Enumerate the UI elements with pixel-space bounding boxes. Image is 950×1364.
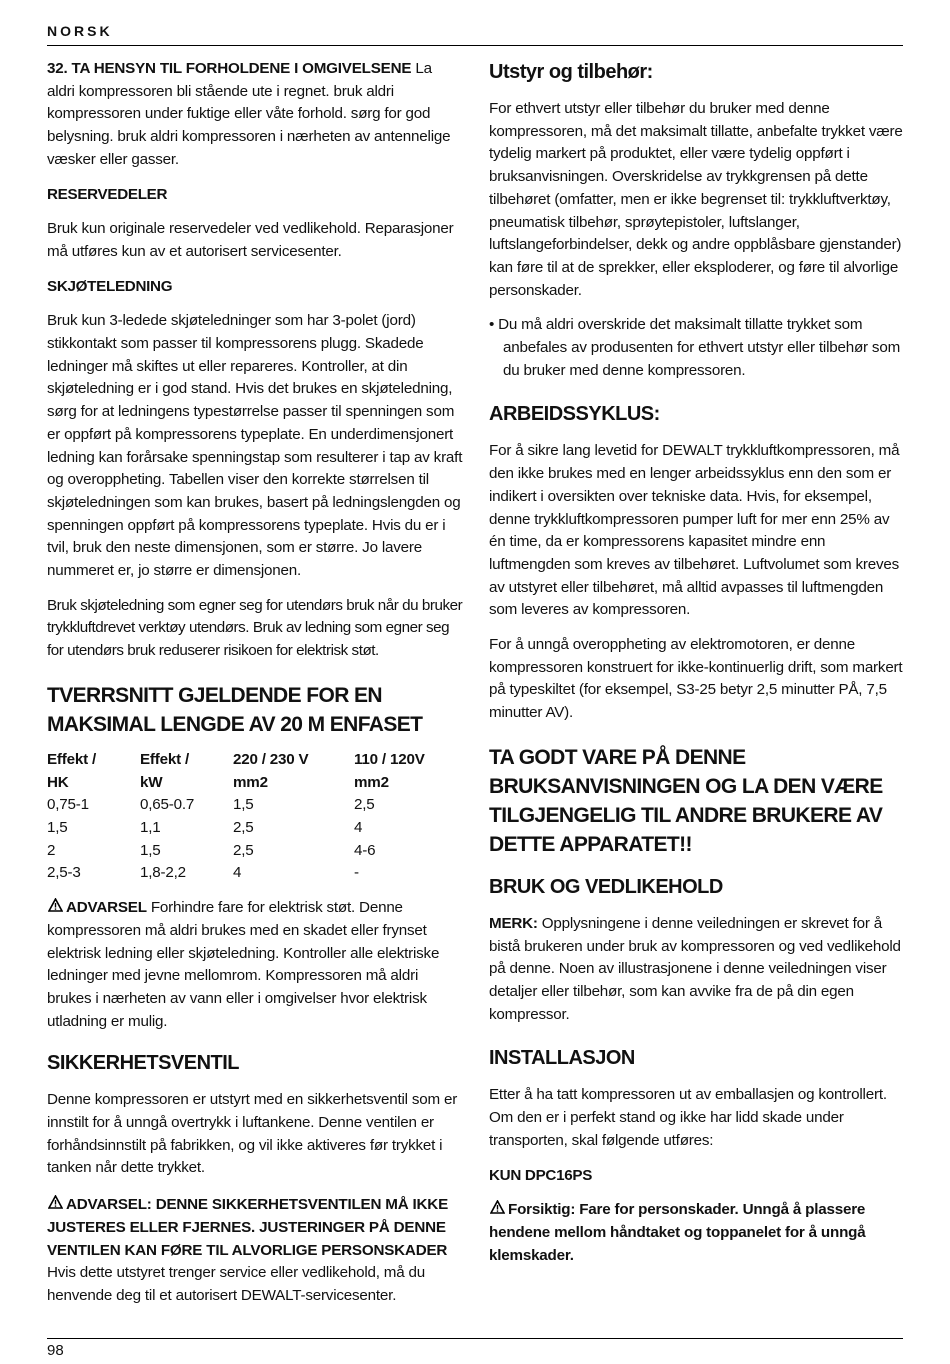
table-cell: 2,5 bbox=[354, 796, 375, 814]
table-cell: - bbox=[354, 864, 359, 882]
utstyr-bullet-text: Du må aldri overskride det maksimalt tillatte trykket som anbefales av produsenten for ethvert utstyr eller tilbehør som du bruker med denne kompressoren. bbox=[498, 316, 901, 379]
table-header-row bbox=[47, 749, 454, 794]
table-header-cell: 110 / 120V mm2 bbox=[354, 750, 425, 791]
arbeidssyklus-heading: ARBEIDSSYKLUS: bbox=[489, 403, 660, 426]
bullet-icon: • bbox=[489, 316, 499, 334]
table-cell: 1,8-2,2 bbox=[140, 864, 186, 882]
table-header-cell: Effekt / kW bbox=[140, 750, 190, 791]
arbeidssyklus-text-1: For å sikre lang levetid for DEWALT trykkluftkompressoren, må den ikke brukes med en lenger arbeidssyklus enn den som er indikert i oversikten over tekniske data. Hvis, for eksempel, denne trykkluftkompressoren pumper luft for mer enn 25% av én time, da er kompressorens kapasitet mindre enn luftmengden som kreves av tilbehøret. Luftvolumet som kreves av utstyret eller tilbehøret, må alltid avpasses til luftmengden som leveres av kompressoren. bbox=[489, 442, 900, 619]
table-row bbox=[47, 862, 454, 885]
table-cell: 1,5 bbox=[47, 818, 68, 836]
sikkerhetsventil-heading: SIKKERHETSVENTIL bbox=[47, 1052, 240, 1075]
advarsel-label: ADVARSEL bbox=[66, 899, 147, 917]
item-32-text: La aldri kompressoren bli stående ute i regnet. bruk aldri kompressoren under fuktige eller våte forhold. sørg for god belysning. bruk aldri kompressoren i nærheten av antennelige væsker eller gasser. bbox=[47, 60, 451, 168]
page-number: 98 bbox=[47, 1342, 64, 1359]
skjoteledning-text-2: Bruk skjøteledning som egner seg for utendørs bruk når du bruker trykkluftdrevet verktøy utendørs. Bruk av ledning som egner seg for utendørs bruk reduserer risikoen for elektrisk støt. bbox=[47, 596, 463, 660]
utstyr-bullet bbox=[489, 314, 907, 382]
item-32 bbox=[47, 58, 463, 172]
advarsel-valve bbox=[47, 1194, 463, 1308]
table-row bbox=[47, 840, 454, 863]
kun-dpc16ps-heading: KUN DPC16PS bbox=[489, 1166, 593, 1184]
utstyr-text: For ethvert utstyr eller tilbehør du bruker med denne kompressoren, må det maksimalt tillatte, anbefalte trykket være tydelig markert på produktet, eller være tydelig oppført i bruksanvisningen. Overskridelse av trykkgrensen på dette tilbehøret (omfatter, men er ikke begrenset til: trykkluftverktøy, pneumatisk tilbehør, sprøytepistoler, luftslanger, luftslangeforbindelser, dekk og andre oppblåsbare gjenstander) kan føre til at de sprekker, eller eksploderer, og føre til alvorlige personskader. bbox=[489, 100, 903, 299]
table-row bbox=[47, 817, 454, 840]
tverrsnitt-heading: TVERRSNITT GJELDENDE FOR EN MAKSIMAL LENGDE AV 20 M ENFASET bbox=[47, 683, 423, 736]
skjoteledning-heading: SKJØTELEDNING bbox=[47, 277, 173, 295]
merk-text: Opplysningene i denne veiledningen er skrevet for å bistå brukeren under bruk av kompressoren og ved vedlikehold på denne. Noen av illustrasjonene i denne veiledningen viser detaljer eller tilbehør, som kan avvike fra de på din egen kompressor. bbox=[489, 914, 901, 1023]
table-cell: 1,5 bbox=[140, 841, 161, 859]
skjoteledning-text-1: Bruk kun 3-ledede skjøteledninger som har 3-polet (jord) stikkontakt som passer til kompressorens plugg. Skadede ledninger må skiftes ut eller repareres. Kontroller, at din skjøteledning er i god stand. Hvis det brukes en skjøteledning, sørg for at ledningens typestørrelse passer til spenningen som er oppført på kompressorens typeplate. En underdimensjonert ledning kan forårsake spenningstap som resulterer i tap av kraft og overoppheting. Tabellen viser den korrekte størrelsen til skjøteledningen som kan brukes, basert på ledningslengden og spenningen oppført på kompressorens typeplate. Hvis du er i tvil, bruk den neste dimensjonen, som er større. Jo lavere nummeret er, jo større er dimensjonen. bbox=[47, 312, 463, 580]
warning-triangle-icon bbox=[489, 1199, 505, 1222]
advarsel-valve-label: ADVARSEL: DENNE SIKKERHETSVENTILEN MÅ IKKE JUSTERES ELLER FJERNES. JUSTERINGER PÅ DENNE VENTILEN KAN FØRE TIL ALVORLIGE PERSONSKADER bbox=[47, 1196, 449, 1259]
table-cell: 2,5-3 bbox=[47, 864, 81, 882]
cable-table bbox=[47, 749, 454, 885]
sikkerhetsventil-text: Denne kompressoren er utstyrt med en sikkerhetsventil som er innstilt for å unngå overtrykk i luftankene. Denne ventilen er forhåndsinnstilt på fabrikken, og vil ikke aktiveres før trykket i tanken når dette trykket. bbox=[47, 1091, 458, 1177]
bruk-text bbox=[489, 913, 907, 1027]
advarsel-text: Forhindre fare for elektrisk støt. Denne kompressoren må aldri brukes med en skadet eller frynset elektrisk ledning eller skjøteledning. Kontroller alle elektriske ledninger med jevne mellomrom. Kompressoren må aldri brukes i nærheten av vann eller i omgivelser hvor elektrisk utladning er mulig. bbox=[47, 899, 440, 1030]
item-32-lead: 32. TA HENSYN TIL FORHOLDENE I OMGIVELSENE bbox=[47, 60, 412, 77]
bottom-divider bbox=[47, 1338, 903, 1339]
table-cell: 1,1 bbox=[140, 818, 161, 836]
table-row bbox=[47, 794, 454, 817]
reservedeler-heading: RESERVEDELER bbox=[47, 185, 168, 203]
warning-triangle-icon bbox=[47, 1194, 63, 1217]
table-cell: 0,65-0.7 bbox=[140, 796, 195, 814]
table-cell: 2,5 bbox=[233, 818, 254, 836]
table-cell: 2 bbox=[47, 841, 56, 859]
installasjon-heading: INSTALLASJON bbox=[489, 1047, 635, 1070]
reservedeler-text: Bruk kun originale reservedeler ved vedlikehold. Reparasjoner må utføres kun av et autorisert servicesenter. bbox=[47, 220, 454, 260]
forsiktig-text: Forsiktig: Fare for personskader. Unngå å plassere hendene mellom håndtaket og toppanelet for å unngå klemskader. bbox=[489, 1201, 866, 1264]
top-divider bbox=[47, 45, 903, 46]
ta-godt-vare-heading: TA GODT VARE PÅ DENNE BRUKSANVISNINGEN OG LA DEN VÆRE TILGJENGELIG TIL ANDRE BRUKERE AV DETTE APPARATET!! bbox=[489, 745, 883, 856]
utstyr-heading: Utstyr og tilbehør: bbox=[489, 61, 653, 83]
table-cell: 0,75-1 bbox=[47, 796, 89, 814]
table-cell: 2,5 bbox=[233, 841, 254, 859]
warning-triangle-icon bbox=[47, 897, 63, 920]
forsiktig-caution bbox=[489, 1199, 907, 1267]
bruk-heading: BRUK OG VEDLIKEHOLD bbox=[489, 875, 723, 898]
table-cell: 4 bbox=[354, 818, 363, 836]
table-header-cell: Effekt / HK bbox=[47, 750, 97, 791]
table-header-cell: 220 / 230 V mm2 bbox=[233, 750, 309, 791]
advarsel-valve-text: Hvis dette utstyret trenger service eller vedlikehold, må du henvende deg til et autorisert DEWALT-servicesenter. bbox=[47, 1264, 425, 1304]
merk-label: MERK: bbox=[489, 914, 538, 932]
right-column bbox=[489, 58, 907, 1279]
arbeidssyklus-text-2: For å unngå overoppheting av elektromotoren, er denne kompressoren konstruert for ikke-kontinuerlig drift, som markert på typeskiltet (for eksempel, S3-25 betyr 2,5 minutter PÅ, 7,5 minutter AV). bbox=[489, 636, 903, 722]
advarsel-electric bbox=[47, 897, 463, 1033]
table-cell: 4 bbox=[233, 864, 242, 882]
installasjon-text: Etter å ha tatt kompressoren ut av emballasjen og kontrollert. Om den er i perfekt stand og ikke har lidd skade under transporten, skal følgende utføres: bbox=[489, 1086, 887, 1149]
language-label: NORSK bbox=[47, 23, 113, 39]
table-cell: 1,5 bbox=[233, 796, 254, 814]
left-column bbox=[47, 58, 463, 1320]
table-cell: 4-6 bbox=[354, 841, 376, 859]
